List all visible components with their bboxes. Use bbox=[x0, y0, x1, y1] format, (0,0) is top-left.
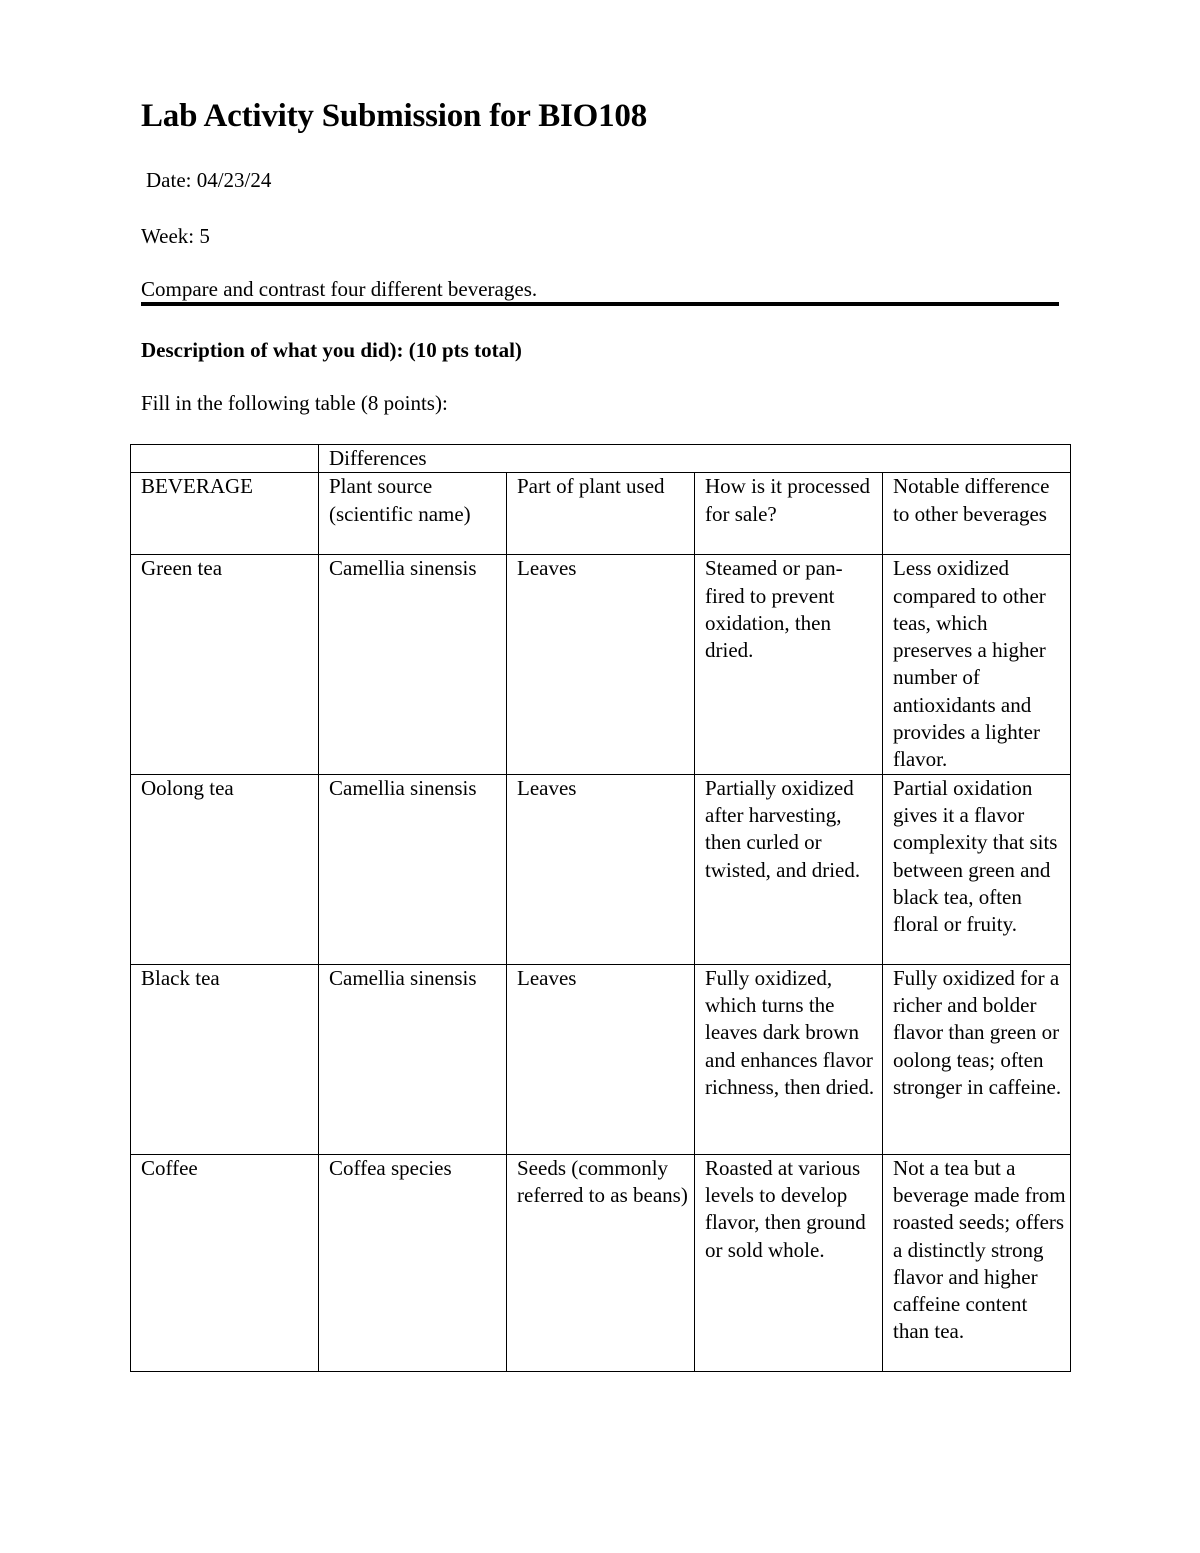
cell-difference: Less oxidized compared to other teas, which preserves a higher number of antioxidants and provides a lighter flavor. bbox=[883, 555, 1071, 774]
table-row bbox=[131, 774, 1071, 964]
cell-difference: Not a tea but a beverage made from roasted seeds; offers a distinctly strong flavor and higher caffeine content than tea. bbox=[883, 1154, 1071, 1371]
cell-beverage: Black tea bbox=[131, 964, 319, 1154]
cell-beverage: Oolong tea bbox=[131, 774, 319, 964]
date-line: Date: 04/23/24 bbox=[146, 168, 272, 192]
differences-header: Differences bbox=[319, 445, 1071, 473]
header-processing: How is it processed for sale? bbox=[695, 473, 883, 555]
header-part-used: Part of plant used bbox=[507, 473, 695, 555]
cell-processing: Fully oxidized, which turns the leaves dark brown and enhances flavor richness, then dried. bbox=[695, 964, 883, 1154]
header-difference: Notable difference to other beverages bbox=[883, 473, 1071, 555]
table-row bbox=[131, 555, 1071, 774]
assignment-prompt: Compare and contrast four different beverages. bbox=[141, 277, 538, 301]
cell-part-used: Leaves bbox=[507, 964, 695, 1154]
fill-instruction: Fill in the following table (8 points): bbox=[141, 391, 448, 415]
description-heading: Description of what you did): (10 pts total) bbox=[141, 338, 522, 362]
table-differences-row bbox=[131, 445, 1071, 473]
cell-beverage: Green tea bbox=[131, 555, 319, 774]
table-cell-empty bbox=[131, 445, 319, 473]
header-beverage: BEVERAGE bbox=[131, 473, 319, 555]
cell-processing: Roasted at various levels to develop flavor, then ground or sold whole. bbox=[695, 1154, 883, 1371]
cell-part-used: Seeds (commonly referred to as beans) bbox=[507, 1154, 695, 1371]
cell-beverage: Coffee bbox=[131, 1154, 319, 1371]
cell-plant-source: Camellia sinensis bbox=[319, 964, 507, 1154]
cell-difference: Partial oxidation gives it a flavor complexity that sits between green and black tea, often floral or fruity. bbox=[883, 774, 1071, 964]
document-title: Lab Activity Submission for BIO108 bbox=[141, 98, 648, 134]
cell-plant-source: Camellia sinensis bbox=[319, 555, 507, 774]
cell-plant-source: Coffea species bbox=[319, 1154, 507, 1371]
header-plant-source: Plant source (scientific name) bbox=[319, 473, 507, 555]
cell-part-used: Leaves bbox=[507, 555, 695, 774]
cell-part-used: Leaves bbox=[507, 774, 695, 964]
beverage-comparison-table bbox=[130, 444, 1071, 1372]
table-header-row bbox=[131, 473, 1071, 555]
cell-processing: Partially oxidized after harvesting, then curled or twisted, and dried. bbox=[695, 774, 883, 964]
cell-processing: Steamed or pan-fired to prevent oxidation, then dried. bbox=[695, 555, 883, 774]
week-line: Week: 5 bbox=[141, 224, 210, 248]
cell-difference: Fully oxidized for a richer and bolder flavor than green or oolong teas; often stronger in caffeine. bbox=[883, 964, 1071, 1154]
table-row bbox=[131, 964, 1071, 1154]
horizontal-rule bbox=[141, 302, 1059, 306]
cell-plant-source: Camellia sinensis bbox=[319, 774, 507, 964]
table-row bbox=[131, 1154, 1071, 1371]
